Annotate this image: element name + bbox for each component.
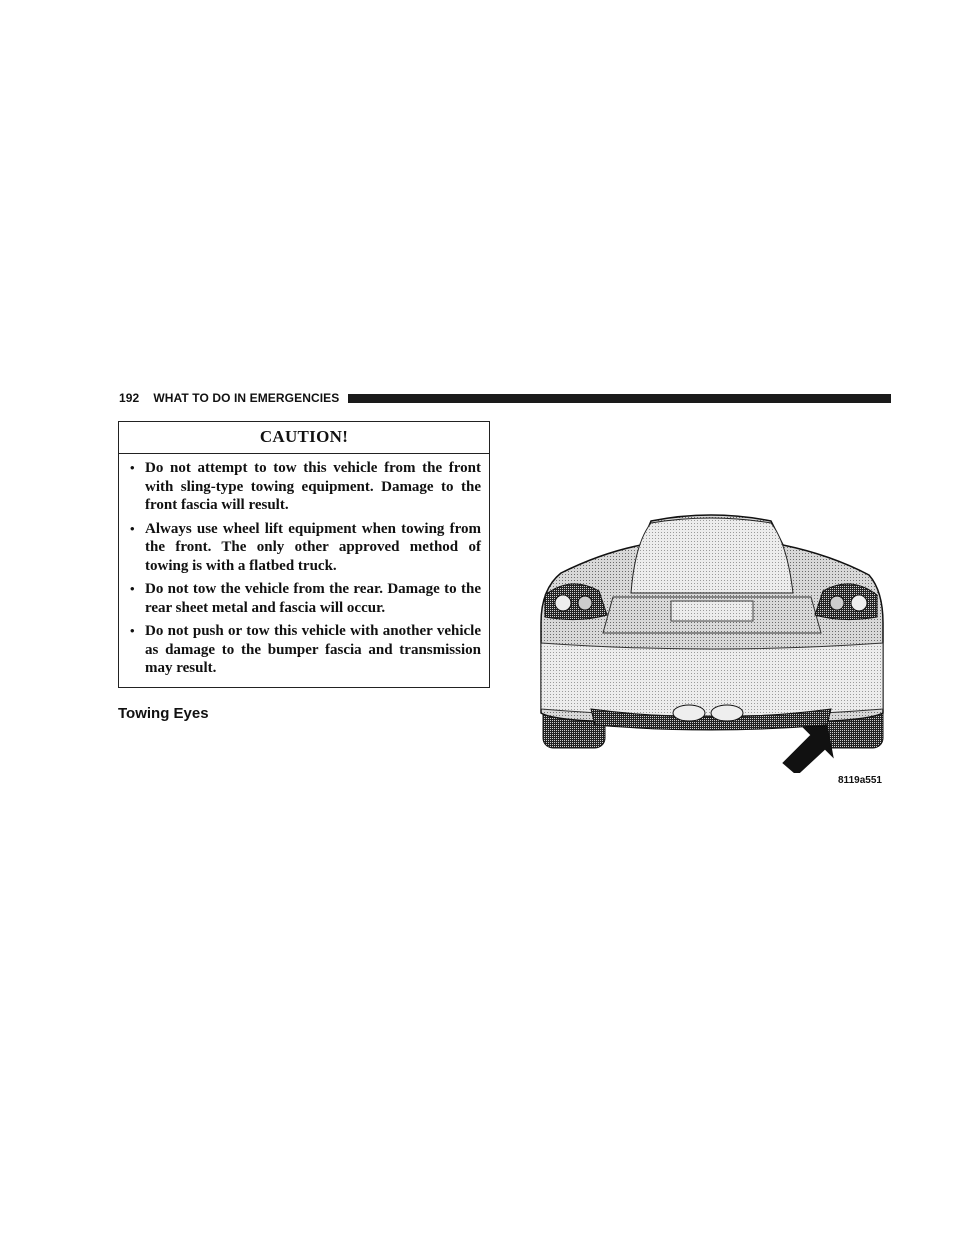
header-rule [348,394,891,403]
caution-list [119,454,489,678]
caution-item: • Do not push or tow this vehicle with another vehicle as damage to the bumper fascia and transmission may result. [130,623,481,676]
bullet-icon: • [130,460,135,475]
page-number: 192 [119,391,140,405]
bullet-icon: • [130,623,135,638]
page-header [119,389,891,407]
caution-title: CAUTION! [119,422,489,454]
bullet-icon: • [130,520,135,536]
caution-box [118,421,490,688]
caution-item: • Do not attempt to tow this vehicle from the front with sling-type towing equipment. Damage to the front fascia will result. [130,460,481,513]
arrow-icon [783,725,833,773]
caution-item: • Do not tow the vehicle from the rear. Damage to the rear sheet metal and fascia will occur. [130,581,481,616]
section-title: WHAT TO DO IN EMERGENCIES [153,391,340,405]
rear-view-car-icon [531,513,891,773]
caution-item: • Always use wheel lift equipment when towing from the front. The only other approved method of towing is with a flatbed truck. [130,520,481,574]
figure-code: 8119a551 [838,775,882,786]
towing-eyes-heading: Towing Eyes [118,705,209,722]
bullet-icon: • [130,581,135,596]
